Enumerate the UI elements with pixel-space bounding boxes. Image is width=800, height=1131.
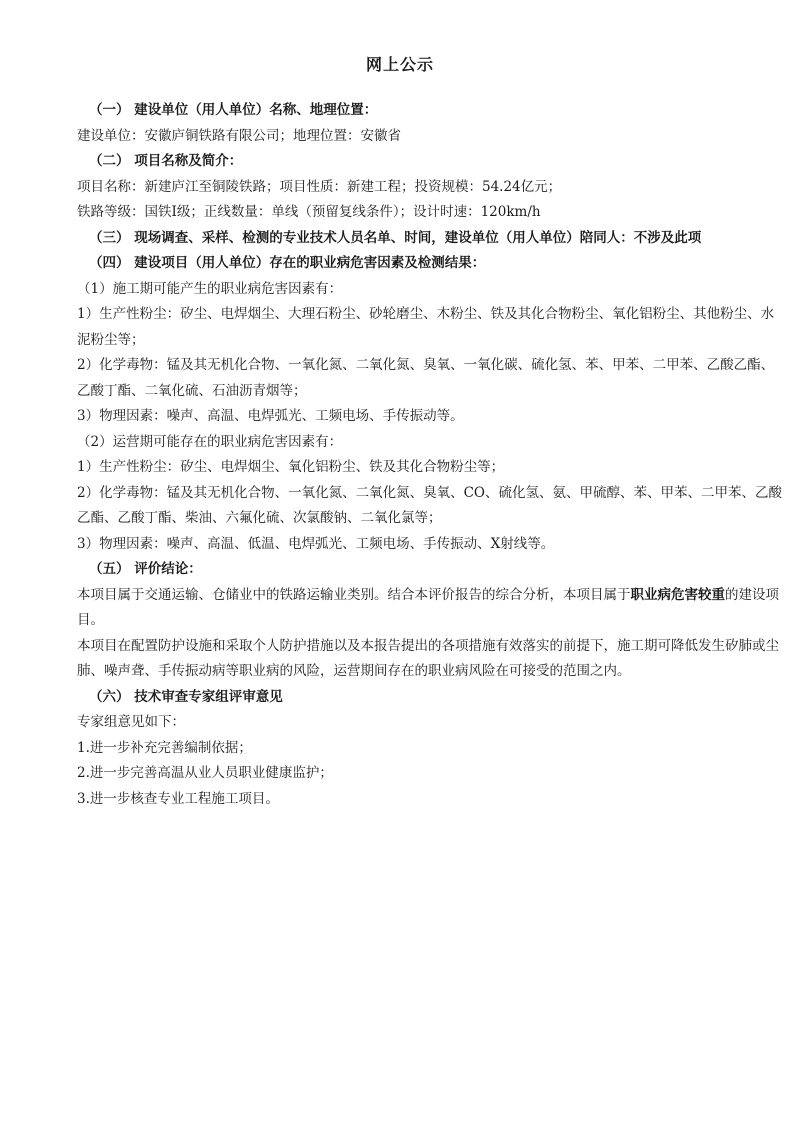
- section-3-heading: （三） 现场调查、采样、检测的专业技术人员名单、时间，建设单位（用人单位）陪同人：不涉及此项: [89, 229, 702, 246]
- operation-dust-factors: 1）生产性粉尘：矽尘、电焊烟尘、氧化铝粉尘、铁及其化合物粉尘等；: [77, 459, 505, 475]
- construction-dust-factors: 1）生产性粉尘：矽尘、电焊烟尘、大理石粉尘、砂轮磨尘、木粉尘、铁及其化合物粉尘、氧化铝粉尘、其他粉尘、水泥粉尘等；: [77, 306, 775, 348]
- expert-opinion-item-3: 3.进一步核查专业工程施工项目。: [77, 790, 279, 807]
- expert-opinion-intro: 专家组意见如下：: [77, 714, 185, 730]
- conclusion-text-b: 的建设项目。: [77, 586, 779, 628]
- construction-chemical-factors: 2）化学毒物：锰及其无机化合物、一氧化氮、二氧化氮、臭氧、一氧化碳、硫化氢、苯、甲苯、二甲苯、乙酸乙酯、乙酸丁酯、二氧化硫、石油沥青烟等；: [77, 357, 775, 399]
- section-2-heading: （二） 项目名称及简介：: [89, 153, 243, 169]
- section-1-heading: （一） 建设单位（用人单位）名称、地理位置：: [89, 102, 378, 118]
- document-body: [77, 98, 785, 812]
- conclusion-text-a: 本项目属于交通运输、仓储业中的铁路运输业类别。结合本评价报告的综合分析，本项目属于: [77, 586, 631, 603]
- section-2-line-1: 项目名称：新建庐江至铜陵铁路；项目性质：新建工程；投资规模：54.24亿元；: [77, 178, 562, 195]
- operation-physical-factors: 3）物理因素：噪声、高温、低温、电焊弧光、工频电场、手传振动、X射线等。: [77, 535, 555, 552]
- construction-period-title: （1）施工期可能产生的职业病危害因素有：: [77, 280, 343, 297]
- page-title: 网上公示: [365, 55, 434, 74]
- section-5-heading: （五） 评价结论：: [89, 561, 202, 577]
- operation-period-title: （2）运营期可能存在的职业病危害因素有：: [77, 433, 343, 450]
- construction-physical-factors: 3）物理因素：噪声、高温、电焊弧光、工频电场、手传振动等。: [77, 408, 464, 424]
- section-6-heading: （六） 技术审查专家组评审意见: [89, 688, 283, 705]
- expert-opinion-item-1: 1.进一步补充完善编制依据；: [77, 739, 252, 756]
- conclusion-paragraph-1: [77, 583, 785, 634]
- section-2-line-2: 铁路等级：国铁Ⅰ级；正线数量：单线（预留复线条件）；设计时速：120km/h: [77, 204, 541, 220]
- section-1-line-1: 建设单位：安徽庐铜铁路有限公司；地理位置：安徽省: [77, 127, 401, 144]
- hazard-level-emphasis: 职业病危害较重: [630, 586, 725, 603]
- operation-chemical-factors: 2）化学毒物：锰及其无机化合物、一氧化氮、二氧化氮、臭氧、CO、硫化氢、氨、甲硫醇、苯、甲苯、二甲苯、乙酸乙酯、乙酸丁酯、柴油、六氟化硫、次氯酸钠、二氧化氯等；: [77, 484, 782, 526]
- section-4-heading: （四） 建设项目（用人单位）存在的职业病危害因素及检测结果：: [89, 255, 486, 271]
- conclusion-paragraph-2: 本项目在配置防护设施和采取个人防护措施以及本报告提出的各项措施有效落实的前提下，施工期可降低发生矽肺或尘肺、噪声聋、手传振动病等职业病的风险，运营期间存在的职业病风险在可接受的范围之内。: [77, 637, 779, 679]
- expert-opinion-item-2: 2.进一步完善高温从业人员职业健康监护；: [77, 765, 333, 781]
